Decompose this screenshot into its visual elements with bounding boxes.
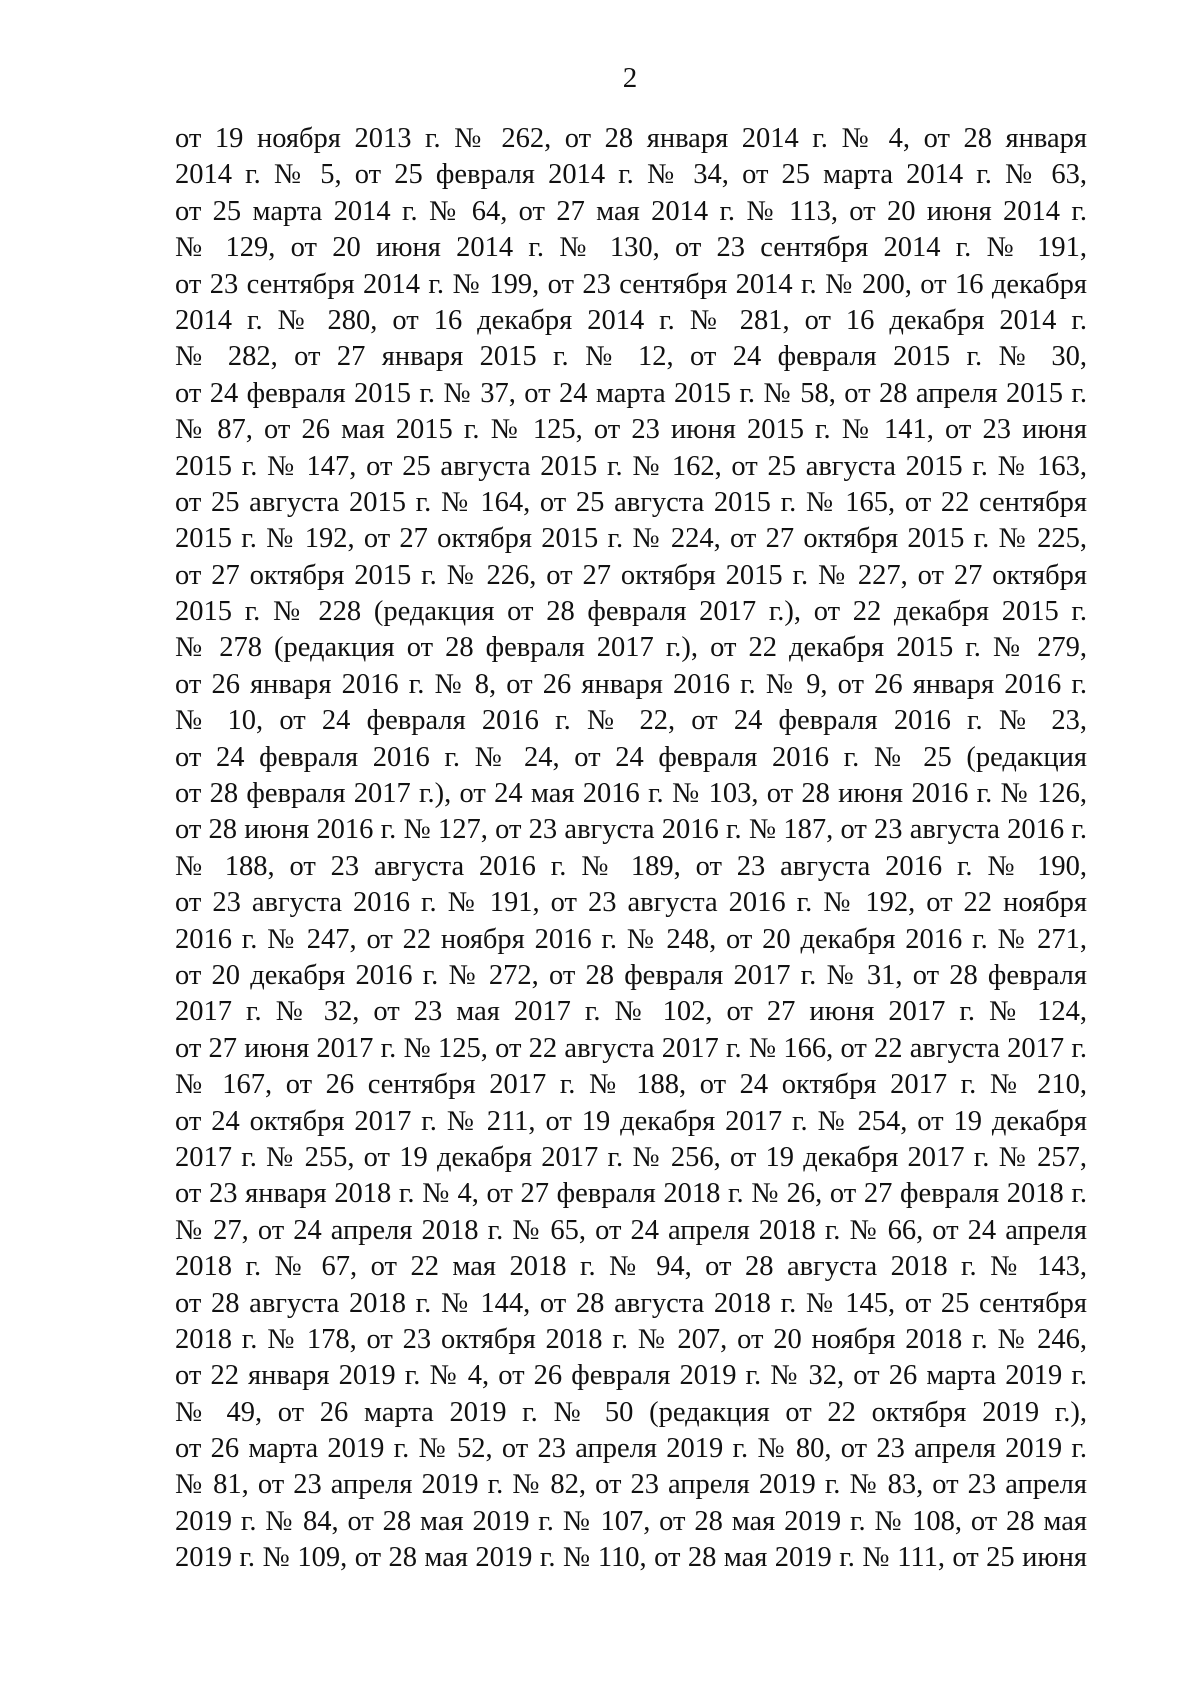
text-line: от 23 августа 2016 г. № 191, от 23 августа 2016 г. № 192, от 22 ноября: [175, 887, 1087, 919]
text-line: от 22 января 2019 г. № 4, от 26 февраля 2019 г. № 32, от 26 марта 2019 г.: [175, 1360, 1087, 1392]
text-line: № 27, от 24 апреля 2018 г. № 65, от 24 апреля 2018 г. № 66, от 24 апреля: [175, 1214, 1087, 1246]
text-line: от 24 октября 2017 г. № 211, от 19 декабря 2017 г. № 254, от 19 декабря: [175, 1105, 1087, 1137]
text-line: № 81, от 23 апреля 2019 г. № 82, от 23 апреля 2019 г. № 83, от 23 апреля: [175, 1469, 1087, 1501]
text-line: от 28 июня 2016 г. № 127, от 23 августа 2016 г. № 187, от 23 августа 2016 г.: [175, 814, 1087, 846]
text-line: от 23 января 2018 г. № 4, от 27 февраля 2018 г. № 26, от 27 февраля 2018 г.: [175, 1178, 1087, 1210]
text-line: от 28 февраля 2017 г.), от 24 мая 2016 г. № 103, от 28 июня 2016 г. № 126,: [175, 778, 1087, 810]
text-line: от 25 марта 2014 г. № 64, от 27 мая 2014 г. № 113, от 20 июня 2014 г.: [175, 195, 1087, 227]
text-line: от 25 августа 2015 г. № 164, от 25 августа 2015 г. № 165, от 22 сентября: [175, 486, 1087, 518]
text-line: от 24 февраля 2015 г. № 37, от 24 марта 2015 г. № 58, от 28 апреля 2015 г.: [175, 377, 1087, 409]
text-line: от 24 февраля 2016 г. № 24, от 24 февраля 2016 г. № 25 (редакция: [175, 741, 1087, 773]
text-line: № 278 (редакция от 28 февраля 2017 г.), от 22 декабря 2015 г. № 279,: [175, 632, 1087, 664]
text-line: 2019 г. № 84, от 28 мая 2019 г. № 107, от 28 мая 2019 г. № 108, от 28 мая: [175, 1505, 1087, 1537]
text-line: № 10, от 24 февраля 2016 г. № 22, от 24 февраля 2016 г. № 23,: [175, 705, 1087, 737]
text-line: 2018 г. № 178, от 23 октября 2018 г. № 207, от 20 ноября 2018 г. № 246,: [175, 1323, 1087, 1355]
text-line: 2017 г. № 255, от 19 декабря 2017 г. № 256, от 19 декабря 2017 г. № 257,: [175, 1141, 1087, 1173]
text-line: 2015 г. № 228 (редакция от 28 февраля 2017 г.), от 22 декабря 2015 г.: [175, 596, 1087, 628]
text-line: от 28 августа 2018 г. № 144, от 28 августа 2018 г. № 145, от 25 сентября: [175, 1287, 1087, 1319]
text-line: от 27 октября 2015 г. № 226, от 27 октября 2015 г. № 227, от 27 октября: [175, 559, 1087, 591]
text-line: от 27 июня 2017 г. № 125, от 22 августа 2017 г. № 166, от 22 августа 2017 г.: [175, 1032, 1087, 1064]
text-line: 2017 г. № 32, от 23 мая 2017 г. № 102, от 27 июня 2017 г. № 124,: [175, 996, 1087, 1028]
text-line: № 167, от 26 сентября 2017 г. № 188, от 24 октября 2017 г. № 210,: [175, 1069, 1087, 1101]
text-line: № 282, от 27 января 2015 г. № 12, от 24 февраля 2015 г. № 30,: [175, 341, 1087, 373]
text-line: 2018 г. № 67, от 22 мая 2018 г. № 94, от 28 августа 2018 г. № 143,: [175, 1251, 1087, 1283]
text-line: 2014 г. № 5, от 25 февраля 2014 г. № 34, от 25 марта 2014 г. № 63,: [175, 159, 1087, 191]
text-line: от 26 января 2016 г. № 8, от 26 января 2016 г. № 9, от 26 января 2016 г.: [175, 668, 1087, 700]
text-line: 2014 г. № 280, от 16 декабря 2014 г. № 281, от 16 декабря 2014 г.: [175, 304, 1087, 336]
text-line: от 23 сентября 2014 г. № 199, от 23 сентября 2014 г. № 200, от 16 декабря: [175, 268, 1087, 300]
page-number: 2: [622, 62, 638, 94]
text-line: № 129, от 20 июня 2014 г. № 130, от 23 сентября 2014 г. № 191,: [175, 232, 1087, 264]
text-line: от 20 декабря 2016 г. № 272, от 28 февраля 2017 г. № 31, от 28 февраля: [175, 959, 1087, 991]
text-line: от 26 марта 2019 г. № 52, от 23 апреля 2019 г. № 80, от 23 апреля 2019 г.: [175, 1433, 1087, 1465]
text-line: 2015 г. № 147, от 25 августа 2015 г. № 162, от 25 августа 2015 г. № 163,: [175, 450, 1087, 482]
text-line: № 188, от 23 августа 2016 г. № 189, от 23 августа 2016 г. № 190,: [175, 850, 1087, 882]
text-line: № 49, от 26 марта 2019 г. № 50 (редакция от 22 октября 2019 г.),: [175, 1396, 1087, 1428]
text-line: 2015 г. № 192, от 27 октября 2015 г. № 224, от 27 октября 2015 г. № 225,: [175, 523, 1087, 555]
text-line: № 87, от 26 мая 2015 г. № 125, от 23 июня 2015 г. № 141, от 23 июня: [175, 414, 1087, 446]
text-line: от 19 ноября 2013 г. № 262, от 28 января 2014 г. № 4, от 28 января: [175, 123, 1087, 154]
text-line: 2019 г. № 109, от 28 мая 2019 г. № 110, от 28 мая 2019 г. № 111, от 25 июня: [175, 1542, 1087, 1574]
text-line: 2016 г. № 247, от 22 ноября 2016 г. № 248, от 20 декабря 2016 г. № 271,: [175, 923, 1087, 955]
document-body-text: [175, 121, 1087, 1577]
